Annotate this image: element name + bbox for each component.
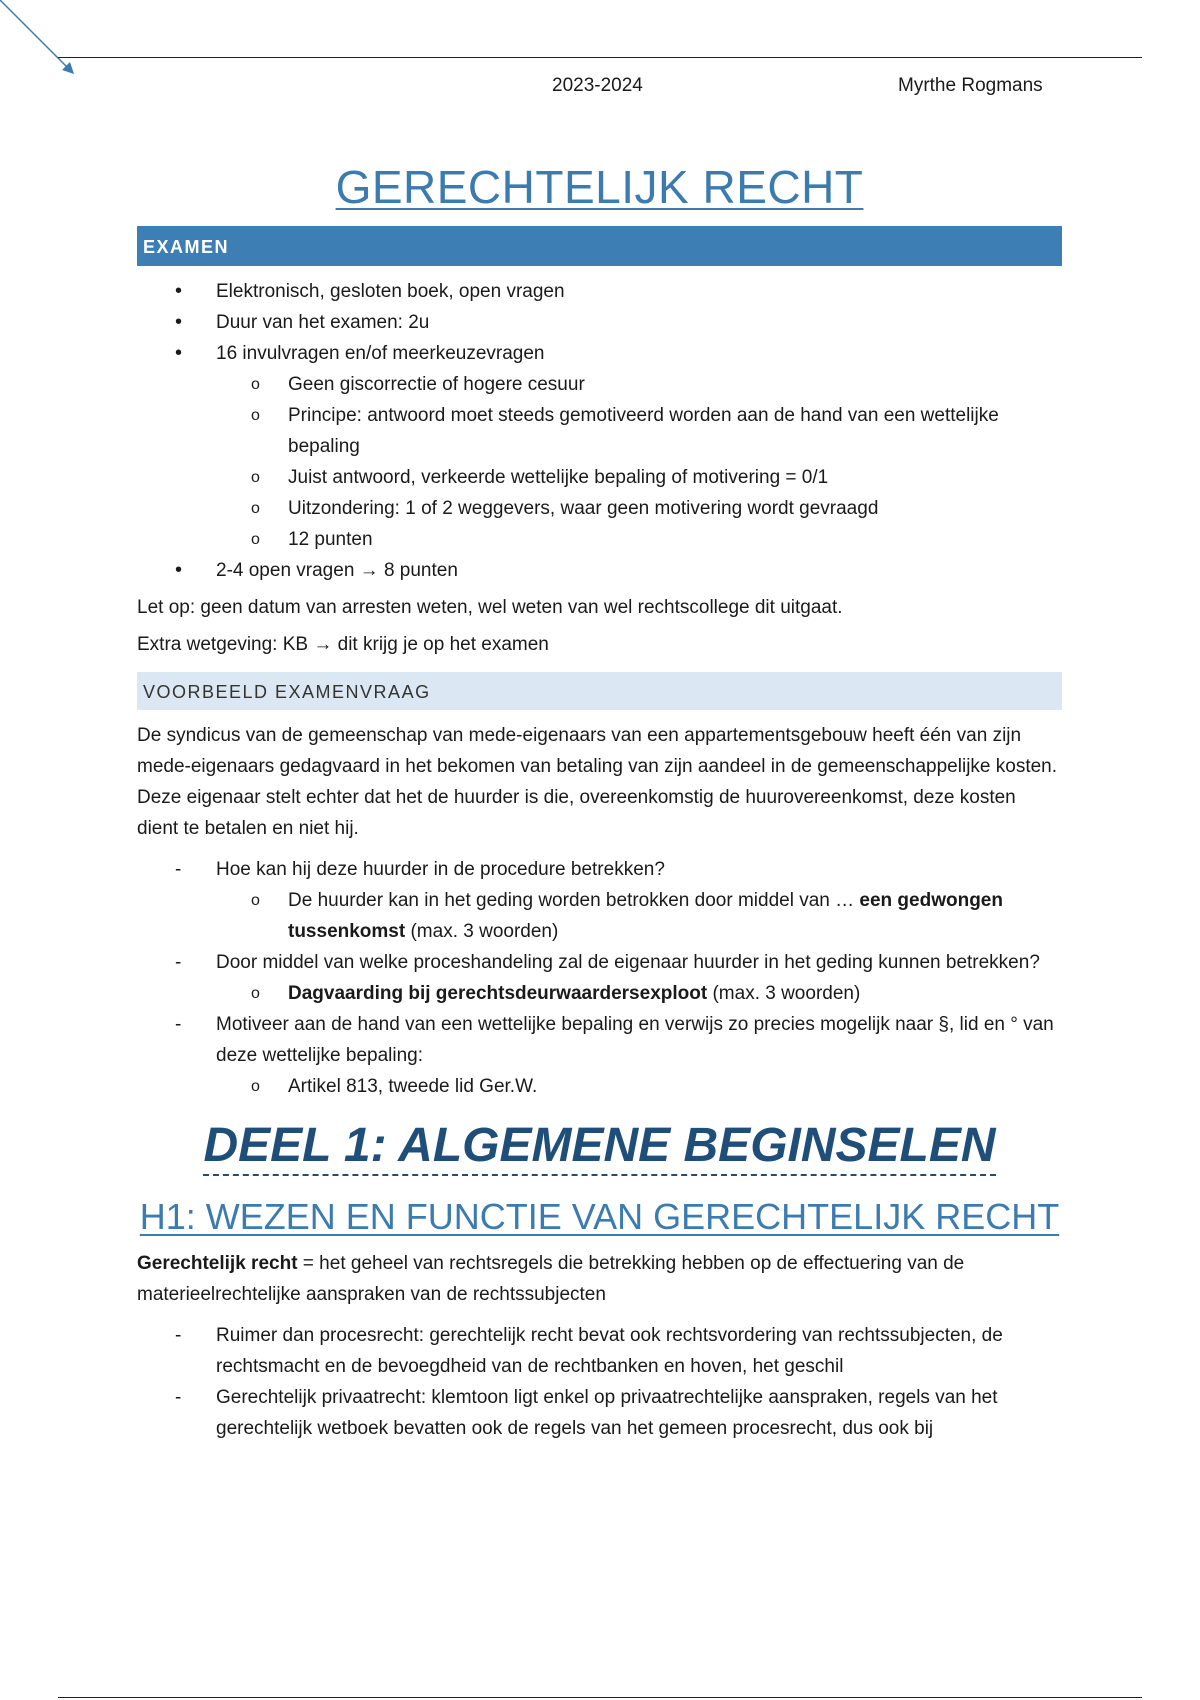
question-text: Motiveer aan de hand van een wettelijke bepaling en verwijs zo precies mogelijk naar §, lid en ° van deze wettelijke bepaling: xyxy=(216,1014,1054,1066)
section-heading-voorbeeld: VOORBEELD EXAMENVRAAG xyxy=(137,672,1062,710)
points-list xyxy=(137,1320,1062,1444)
answer-list xyxy=(216,1071,1062,1102)
definition-paragraph: Gerechtelijk recht = het geheel van rechtsregels die betrekking hebben op de effectuering van de materieelrechtelijke aanspraken van de rechtssubjecten xyxy=(137,1253,965,1305)
header-year: 2023-2024 xyxy=(552,75,643,96)
question-item xyxy=(137,947,1062,1009)
sub-list-item: o Geen giscorrectie of hogere cesuur xyxy=(137,369,1062,400)
header-rule xyxy=(58,57,1142,58)
sub-list-item: o 12 punten xyxy=(137,524,1062,555)
question-text: Door middel van welke proceshandeling zal de eigenaar huurder in het geding kunnen betrekken? xyxy=(216,952,1040,973)
list-item: • Elektronisch, gesloten boek, open vragen xyxy=(137,276,1062,307)
section-heading-examen: EXAMEN xyxy=(137,226,1062,266)
sub-list-item: o Juist antwoord, verkeerde wettelijke bepaling of motivering = 0/1 xyxy=(137,462,1062,493)
sub-list xyxy=(216,369,1062,555)
document-title: GERECHTELIJK RECHT xyxy=(335,161,864,213)
document-body xyxy=(137,160,1062,1444)
examen-list xyxy=(137,276,1062,586)
answer-list xyxy=(216,978,1062,1009)
list-item: • 2-4 open vragen → 8 punten xyxy=(137,555,1062,586)
part-heading: DEEL 1: ALGEMENE BEGINSELEN xyxy=(137,1116,1062,1176)
list-item: - Gerechtelijk privaatrecht: klemtoon ligt enkel op privaatrechtelijke aanspraken, regels van het gerechtelijk wetboek bevatten ook de regels van het gemeen procesrecht, dus ook bij xyxy=(137,1382,1062,1444)
note-text: Let op: geen datum van arresten weten, wel weten van wel rechtscollege dit uitgaat. xyxy=(137,597,843,618)
answer-list xyxy=(216,885,1062,947)
answer-item: o Dagvaarding bij gerechtsdeurwaardersexploot (max. 3 woorden) xyxy=(137,978,1062,1009)
list-item-text: 16 invulvragen en/of meerkeuzevragen xyxy=(216,343,545,364)
answer-item: o De huurder kan in het geding worden betrokken door middel van … een gedwongen tussenkomst (max. 3 woorden) xyxy=(137,885,1062,947)
chapter-heading: H1: WEZEN EN FUNCTIE VAN GERECHTELIJK RECHT xyxy=(139,1196,1060,1237)
question-list xyxy=(137,854,1062,1102)
note-text: Extra wetgeving: KB → dit krijg je op het examen xyxy=(137,634,549,655)
sub-list-item: o Uitzondering: 1 of 2 weggevers, waar geen motivering wordt gevraagd xyxy=(137,493,1062,524)
footer-rule xyxy=(58,1697,1142,1698)
question-item xyxy=(137,1009,1062,1102)
corner-arrow-icon xyxy=(0,0,80,80)
sub-list-item: o Principe: antwoord moet steeds gemotiveerd worden aan de hand van een wettelijke bepaling xyxy=(137,400,1062,462)
list-item: - Ruimer dan procesrecht: gerechtelijk recht bevat ook rechtsvordering van rechtssubjecten, de rechtsmacht en de bevoegdheid van de rechtbanken en hoven, het geschil xyxy=(137,1320,1062,1382)
list-item xyxy=(137,338,1062,555)
header-author: Myrthe Rogmans xyxy=(898,75,1043,96)
example-paragraph: De syndicus van de gemeenschap van mede-eigenaars van een appartementsgebouw heeft één van zijn mede-eigenaars gedagvaard in het bekomen van betaling van zijn aandeel in de gemeenschappelijke kosten. Deze eigenaar stelt echter dat het de huurder is die, overeenkomstig de huurovereenkomst, deze kosten dient te betalen en niet hij. xyxy=(137,725,1058,839)
question-item xyxy=(137,854,1062,947)
list-item: • Duur van het examen: 2u xyxy=(137,307,1062,338)
question-text: Hoe kan hij deze huurder in de procedure betrekken? xyxy=(216,859,665,880)
answer-item: o Artikel 813, tweede lid Ger.W. xyxy=(137,1071,1062,1102)
